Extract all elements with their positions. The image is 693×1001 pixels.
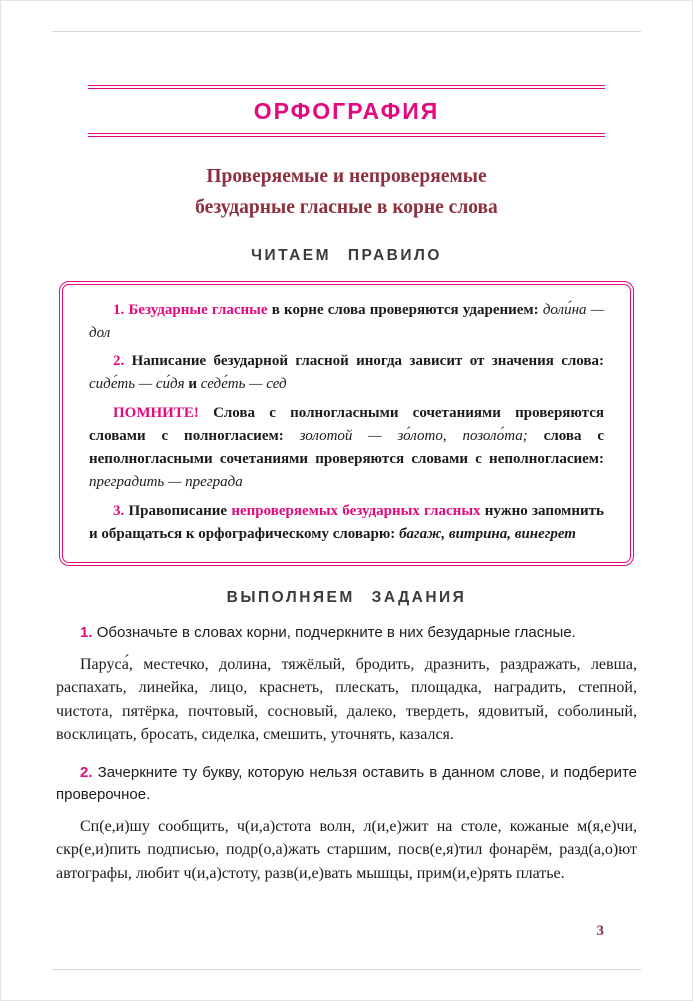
- top-rule-line: [52, 31, 641, 32]
- rule-1-text: в корне слова проверяются ударением:: [271, 301, 539, 318]
- lesson-title: [61, 162, 632, 224]
- rule-1-number: 1.: [113, 301, 125, 318]
- rule-2-conjunction: и: [188, 376, 198, 393]
- rule-1-example: доли́на — дол: [89, 301, 605, 341]
- rule-3: [89, 500, 604, 547]
- rule-3-number: 3.: [113, 502, 125, 519]
- lesson-title-line2: безударные гласные в корне слова: [195, 196, 498, 218]
- rule-2-example-2: седе́ть — сед: [200, 376, 287, 393]
- rule-2-example-1: сиде́ть — си́дя: [89, 376, 185, 393]
- chapter-banner: [88, 85, 605, 137]
- rule-remember: [89, 402, 604, 495]
- task-2-number: 2.: [80, 763, 93, 781]
- page-number: 3: [596, 923, 604, 939]
- rule-3-text-1: Правописание: [128, 502, 228, 519]
- task-1-instruction: [56, 622, 637, 645]
- rule-1: [89, 299, 604, 346]
- rule-box: [59, 281, 634, 567]
- remember-text-2: слова с неполногласными сочетаниями проверяются словами с неполногласием:: [89, 427, 604, 468]
- task-1-text: Обозначьте в словах корни, подчеркните в них безударные гласные.: [96, 624, 576, 642]
- lesson-title-line1: Проверяемые и непроверяемые: [206, 166, 487, 187]
- rule-3-text-2: нужно запомнить и обращаться к орфографическому словарю:: [89, 502, 604, 542]
- rule-3-term: непроверяемых безударных гласных: [231, 502, 481, 519]
- task-2-word-list: Сп(е,и)шу сообщить, ч(и,а)стота волн, л(и,е)жит на столе, кожаные м(я,е)чи, скр(е,и)пить подписью, подр(о,а)жать старшим, посв(е,я)тил фонарём, разд(а,о)ют автографы, любит ч(и,а)стоту, разв(и,е)вать мышцы, прим(и,е)рять платье.: [56, 817, 637, 882]
- remember-label: ПОМНИТЕ!: [113, 404, 199, 421]
- rule-2-text: Написание безударной гласной иногда зависит от значения слова:: [131, 353, 605, 370]
- remember-example-1: золотой — зо́лото, позоло́та;: [299, 427, 528, 444]
- rule-2-number: 2.: [113, 353, 125, 370]
- task-1-number: 1.: [80, 624, 93, 642]
- chapter-title: ОРФОГРАФИЯ: [253, 98, 440, 124]
- rule-3-example: багаж, витрина, винегрет: [399, 525, 576, 542]
- bottom-rule-line: [52, 969, 641, 970]
- task-2-instruction: [56, 762, 637, 807]
- remember-example-2: преградить — преграда: [89, 474, 243, 491]
- rule-2: [89, 350, 604, 397]
- rule-1-term: Безударные гласные: [128, 301, 268, 318]
- task-1-word-list: Паруса́, местечко, долина, тяжёлый, бродить, дразнить, раздражать, левша, распахать, линейка, лицо, краснеть, плескать, площадка, наградить, степной, чистота, пятёрка, почтовый, сосновый, далеко, твердеть, ядовитый, соболиный, восклицать, бросать, сиделка, смешить, уточнять, казался.: [56, 655, 637, 744]
- section-heading-read-rule: ЧИТАЕМ ПРАВИЛО: [251, 246, 442, 264]
- section-heading-do-tasks: ВЫПОЛНЯЕМ ЗАДАНИЯ: [226, 589, 467, 607]
- remember-text-1: Слова с полногласными сочетаниями проверяются словами с полногласием:: [89, 404, 604, 444]
- task-2-text: Зачеркните ту букву, которую нельзя оставить в данном слове, и подберите проверочное.: [56, 763, 637, 804]
